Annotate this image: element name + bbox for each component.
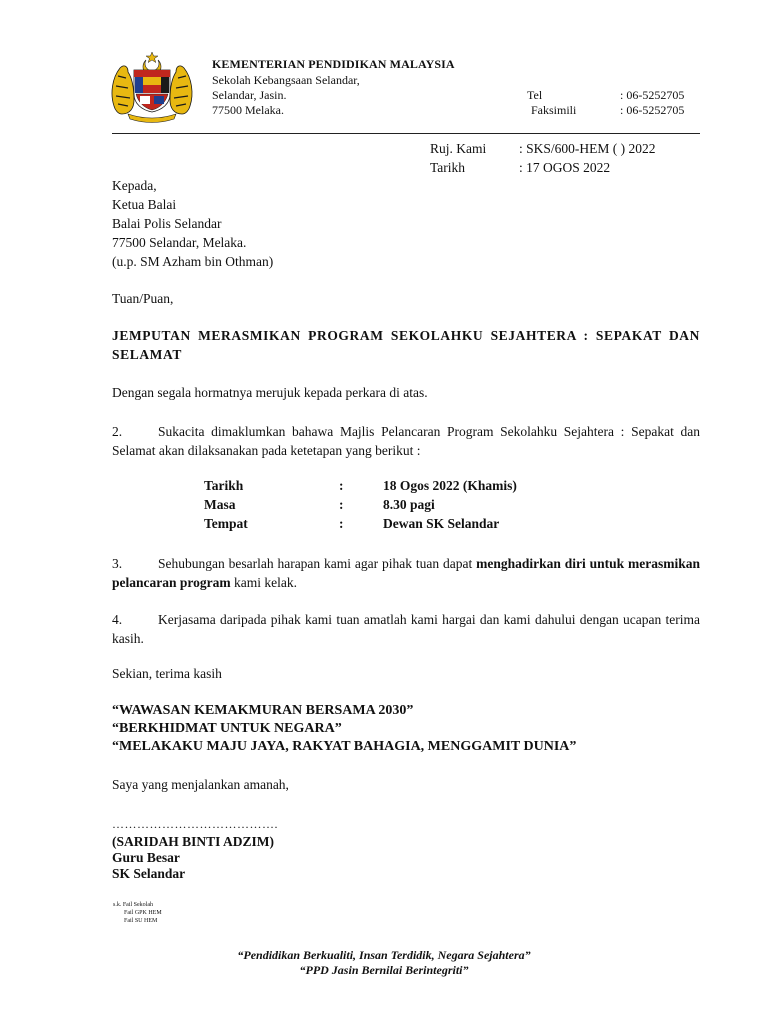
paragraph-2-number: 2. bbox=[112, 424, 123, 439]
ref-label: Ruj. Kami bbox=[430, 141, 487, 156]
schedule-time-sep: : bbox=[339, 497, 344, 512]
paragraph-4-number: 4. bbox=[112, 612, 123, 627]
letter-subject: JEMPUTAN MERASMIKAN PROGRAM SEKOLAHKU SEJAHTERA : SEPAKAT DAN SELAMAT bbox=[112, 328, 700, 362]
ref-value: : SKS/600-HEM ( ) 2022 bbox=[519, 141, 656, 156]
header-divider bbox=[112, 133, 700, 134]
coat-of-arms-icon bbox=[106, 48, 198, 124]
address-line-3: 77500 Melaka. bbox=[212, 103, 284, 117]
schedule-venue-value: Dewan SK Selandar bbox=[383, 516, 500, 531]
fax-label: Faksimili bbox=[531, 103, 577, 117]
schedule-date-sep: : bbox=[339, 478, 344, 493]
date-value: : 17 OGOS 2022 bbox=[519, 160, 611, 175]
signoff-line: Saya yang menjalankan amanah, bbox=[112, 777, 289, 792]
motto-3: “MELAKAKU MAJU JAYA, RAKYAT BAHAGIA, MENGGAMIT DUNIA” bbox=[112, 739, 577, 754]
footer-line-1 bbox=[0, 948, 768, 963]
fax-value: : 06-5252705 bbox=[620, 103, 685, 117]
closing-line: Sekian, terima kasih bbox=[112, 666, 222, 681]
paragraph-3 bbox=[112, 554, 700, 592]
paragraph-3-text-bold: menghadirkan diri untuk merasmikan pelancaran program bbox=[112, 556, 700, 590]
motto-1: “WAWASAN KEMAKMURAN BERSAMA 2030” bbox=[112, 703, 414, 718]
recipient-line-2: Ketua Balai bbox=[112, 197, 177, 212]
signatory-school: SK Selandar bbox=[112, 866, 186, 881]
schedule-date-value: 18 Ogos 2022 (Khamis) bbox=[383, 478, 517, 493]
recipient-line-1: Kepada, bbox=[112, 178, 157, 193]
recipient-line-5: (u.p. SM Azham bin Othman) bbox=[112, 254, 274, 269]
signatory-title: Guru Besar bbox=[112, 850, 180, 865]
schedule-time-label: Masa bbox=[204, 497, 236, 512]
date-label: Tarikh bbox=[430, 160, 466, 175]
signature-line: …………………………………. bbox=[112, 817, 278, 831]
paragraph-4 bbox=[112, 610, 700, 648]
paragraph-4-text: Kerjasama daripada pihak kami tuan amatlah kami hargai dan kami dahului dengan ucapan terima kasih. bbox=[112, 612, 700, 646]
cc-line-1: s.k. Fail Sekolah bbox=[113, 902, 153, 908]
paragraph-3-text-end: kami kelak. bbox=[230, 575, 297, 590]
cc-line-2: Fail GPK HEM bbox=[124, 910, 162, 916]
tel-value: : 06-5252705 bbox=[620, 88, 685, 102]
schedule-venue-label: Tempat bbox=[204, 516, 248, 531]
opening-line: Dengan segala hormatnya merujuk kepada perkara di atas. bbox=[112, 385, 428, 400]
paragraph-3-text-start: Sehubungan besarlah harapan kami agar pihak tuan dapat bbox=[158, 556, 477, 571]
footer-line-2 bbox=[0, 963, 768, 978]
schedule-venue-sep: : bbox=[339, 516, 344, 531]
footer-text-2: “PPD Jasin Bernilai Berintegriti” bbox=[299, 963, 469, 977]
footer-text-1: “Pendidikan Berkualiti, Insan Terdidik, Negara Sejahtera” bbox=[237, 948, 531, 962]
recipient-line-4: 77500 Selandar, Melaka. bbox=[112, 235, 247, 250]
paragraph-2-text: Sukacita dimaklumkan bahawa Majlis Pelancaran Program Sekolahku Sejahtera : Sepakat dan Selamat akan dilaksanakan pada ketetapan yang berikut : bbox=[112, 424, 700, 458]
schedule-date-label: Tarikh bbox=[204, 478, 244, 493]
cc-line-3: Fail SU HEM bbox=[124, 918, 158, 924]
paragraph-2 bbox=[112, 422, 700, 460]
paragraph-3-number: 3. bbox=[112, 556, 123, 571]
motto-2: “BERKHIDMAT UNTUK NEGARA” bbox=[112, 721, 342, 736]
address-line-2: Selandar, Jasin. bbox=[212, 88, 287, 102]
address-line-1: Sekolah Kebangsaan Selandar, bbox=[212, 73, 360, 87]
signatory-name: (SARIDAH BINTI ADZIM) bbox=[112, 834, 275, 849]
schedule-time-value: 8.30 pagi bbox=[383, 497, 435, 512]
tel-label: Tel bbox=[527, 88, 543, 102]
organization-name: KEMENTERIAN PENDIDIKAN MALAYSIA bbox=[212, 57, 455, 71]
salutation: Tuan/Puan, bbox=[112, 291, 174, 306]
recipient-line-3: Balai Polis Selandar bbox=[112, 216, 222, 231]
